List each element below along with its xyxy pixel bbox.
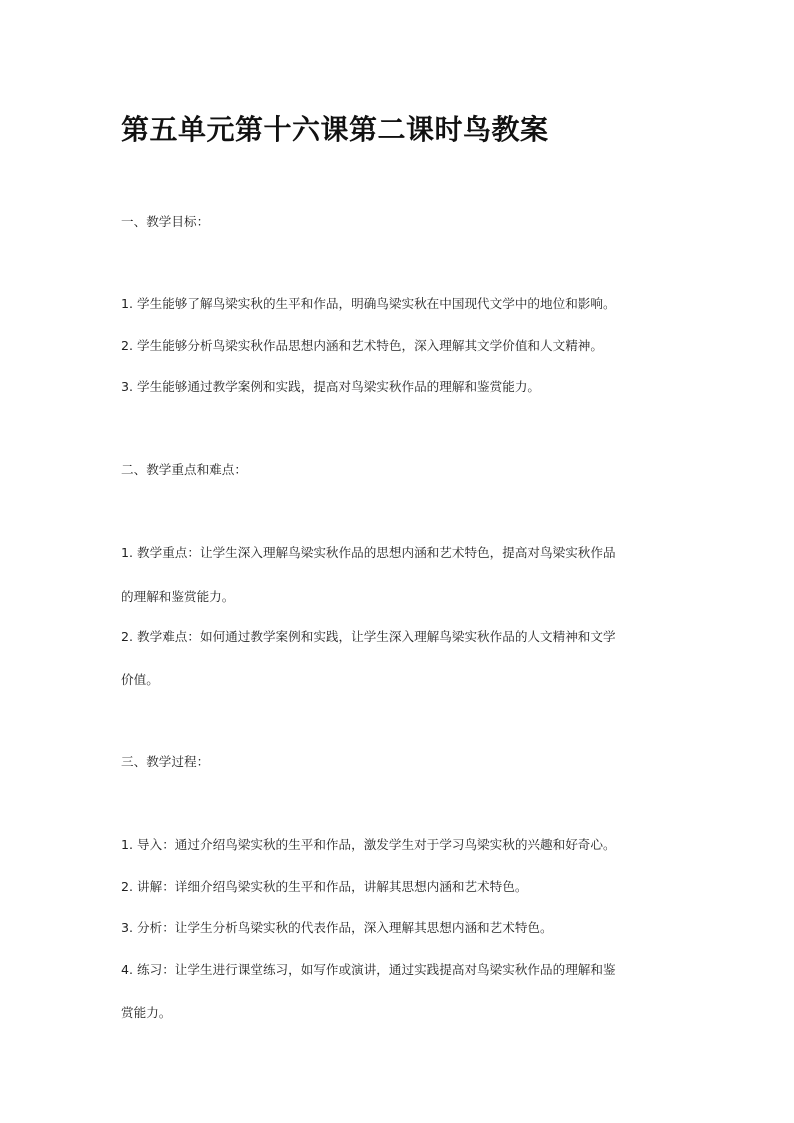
paragraph-line: 赏能力。 bbox=[121, 1005, 172, 1020]
section-heading-key-points: 二、教学重点和难点： bbox=[121, 462, 247, 477]
paragraph-line: 的理解和鉴赏能力。 bbox=[121, 589, 235, 604]
paragraph-line: 1. 学生能够了解鸟梁实秋的生平和作品，明确鸟梁实秋在中国现代文学中的地位和影响。 bbox=[121, 296, 616, 311]
paragraph-line: 1. 导入：通过介绍鸟梁实秋的生平和作品，激发学生对于学习鸟梁实秋的兴趣和好奇心。 bbox=[121, 837, 616, 852]
paragraph-line: 2. 学生能够分析鸟梁实秋作品思想内涵和艺术特色，深入理解其文学价值和人文精神。 bbox=[121, 338, 603, 353]
paragraph-line: 3. 学生能够通过教学案例和实践，提高对鸟梁实秋作品的理解和鉴赏能力。 bbox=[121, 379, 541, 394]
paragraph-line: 2. 讲解：详细介绍鸟梁实秋的生平和作品，讲解其思想内涵和艺术特色。 bbox=[121, 879, 528, 894]
paragraph-line: 4. 练习：让学生进行课堂练习，如写作或演讲，通过实践提高对鸟梁实秋作品的理解和鉴 bbox=[121, 962, 616, 977]
section-heading-objectives: 一、教学目标： bbox=[121, 214, 210, 229]
paragraph-line: 价值。 bbox=[121, 672, 159, 687]
paragraph-line: 1. 教学重点：让学生深入理解鸟梁实秋作品的思想内涵和艺术特色，提高对鸟梁实秋作品 bbox=[121, 545, 616, 560]
document-title: 第五单元第十六课第二课时鸟教案 bbox=[121, 113, 549, 146]
paragraph-line: 2. 教学难点：如何通过教学案例和实践，让学生深入理解鸟梁实秋作品的人文精神和文学 bbox=[121, 629, 616, 644]
paragraph-line: 3. 分析：让学生分析鸟梁实秋的代表作品，深入理解其思想内涵和艺术特色。 bbox=[121, 920, 553, 935]
section-heading-process: 三、教学过程： bbox=[121, 754, 210, 769]
